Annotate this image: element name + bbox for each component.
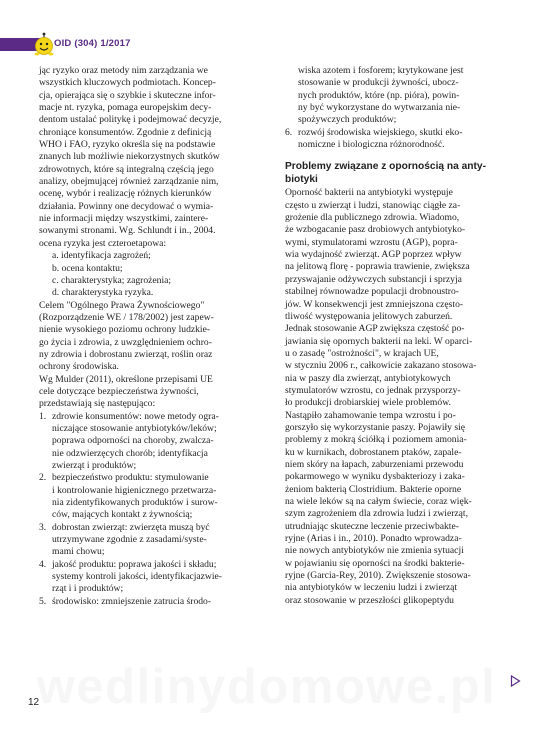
text-line: grożenie dla publicznego zdrowia. Wiadomo, [285, 212, 460, 224]
text-line: spożywczych produktów; [298, 114, 397, 126]
text-line: wia wydajność zwierząt. AGP poprzez wpływ [285, 249, 462, 261]
text-line: analizy, obejmującej również zarządzanie nim, [39, 176, 219, 188]
list-item-continued [285, 65, 507, 127]
list-text [52, 559, 269, 596]
text-line: (Rozporządzenie WE / 178/2002) jest zapew- [39, 311, 214, 323]
text-line: Oporność bakterii na antybiotyki występuje [285, 187, 453, 199]
list-item [39, 472, 269, 521]
list-item: c. charakterystyka; zagrożenia; [52, 274, 172, 286]
text-line: utrzymywane zgodnie z zasadami/syste- [52, 534, 207, 546]
text-line: Nastąpiło zahamowanie tempa wzrostu i po- [285, 409, 456, 421]
list-number: 3. [39, 521, 47, 533]
text-line: nia antybiotyków w leczeniu ludzi i zwierząt [285, 582, 458, 594]
text-line: w pojawianiu się oporności na środki bakterie- [285, 557, 465, 569]
text-line: ocenę, wybór i realizację różnych kierunków [39, 188, 212, 200]
text-line: nomiczne i biologiczna różnorodność. [298, 139, 445, 151]
list-number: 4. [39, 558, 47, 570]
risk-stages-list [39, 250, 269, 299]
text-line: w styczniu 2006 r., całkowicie zakazano stosowa- [285, 360, 477, 372]
text-line: rozwój środowiska wiejskiego, skutki eko- [298, 126, 463, 138]
text-line: ku w kurnikach, dobrostanem ptaków, zapale- [285, 446, 462, 458]
smiley-mascot-icon [32, 32, 56, 58]
text-line: dobrostan zwierząt: zwierzęta muszą być [52, 521, 210, 533]
text-line: ochrony środowiska. [39, 361, 119, 373]
list-item [39, 596, 269, 608]
right-column [285, 65, 507, 607]
text-line: problemy z mokrą ściółką i poziomem amonia- [285, 434, 467, 446]
list-item [39, 411, 269, 473]
text-line: nie nowych antybiotyków nie zmienia sytuacji [285, 545, 464, 557]
text-line: ocena ryzyka jest czteroetapowa: [39, 237, 167, 249]
text-line: pokarmowego w wyniku dysbakteriozy i zaka- [285, 471, 465, 483]
heading-line: biotyki [285, 173, 318, 185]
list-item [39, 522, 269, 559]
page-header [0, 32, 533, 56]
page-number: 12 [28, 697, 40, 708]
section-heading [285, 161, 507, 186]
left-column [39, 65, 269, 608]
journal-issue-label: OID (304) 1/2017 [54, 38, 131, 49]
text-line: tliwość występowania jelitowych zaburzeń. [285, 310, 453, 322]
text-line: często u zwierząt i ludzi, stanowiąc ciągłe za- [285, 199, 461, 211]
food-safety-goals-list [39, 411, 269, 609]
text-line: ło produkcji drobiarskiej wiele problemów. [285, 397, 451, 409]
list-number: 1. [39, 410, 47, 422]
text-line: go życia i zdrowia, z uwzględnieniem ochro- [39, 336, 212, 348]
watermark: wedlinydomowe.pl [36, 660, 497, 714]
text-line: zdrowie konsumentów: nowe metody ogra- [52, 410, 219, 422]
text-line: stymulatorów wzrostu, co jednak przysporzy- [285, 384, 461, 396]
list-item [39, 559, 269, 596]
text-line: na wiele leków są na całym świecie, coraz więk- [285, 496, 472, 507]
text-line: u o zasadę "ostrożności", w krajach UE, [285, 347, 439, 359]
list-text [298, 127, 507, 152]
text-line: przyswajanie odżywczych substancji i sprzyja [285, 273, 462, 285]
text-line: poprawa odporności na choroby, zwalcza- [52, 435, 214, 447]
list-number: 5. [39, 595, 47, 607]
text-line: Celem "Ogólnego Prawa Żywnościowego" [39, 299, 205, 311]
intro-paragraph [39, 65, 269, 250]
regulation-paragraph [39, 300, 269, 411]
list-item: d. charakterystyka ryzyka. [52, 287, 154, 299]
text-line: przedstawiają się następująco: [39, 398, 156, 410]
text-line: niczające stosowanie antybiotyków/leków; [52, 422, 217, 434]
list-text [52, 522, 269, 559]
list-text [298, 65, 507, 127]
text-line: nia zidentyfikowanych produktów i surow- [52, 497, 218, 509]
text-line: systemy kontroli jakości, identyfikacjazwie- [52, 571, 222, 583]
text-line: wiska azotem i fosforem; krytykowane jest [298, 65, 464, 76]
text-line: cja, opierająca się o szybkie i skuteczne infor- [39, 89, 216, 101]
text-line: nych produktów, które (np. pióra), powin- [298, 89, 460, 101]
list-text [52, 411, 269, 473]
list-number: 6. [285, 126, 293, 138]
text-line: stosowanie w produkcji żywności, ubocz- [298, 77, 459, 89]
list-item [285, 127, 507, 152]
text-line: szym zagrożeniem dla zdrowia ludzi i zwierząt, [285, 508, 468, 520]
text-line: oraz stosowanie w przeszłości glikopeptydu [285, 594, 454, 606]
text-line: środowisko: zmniejszenie zatrucia środo- [52, 595, 212, 607]
list-number: 2. [39, 472, 47, 484]
text-line: ców, mających kontakt z żywnością; [52, 509, 193, 521]
text-line: jąc ryzyko oraz metody nim zarządzania we [39, 65, 208, 76]
text-line: cele dotyczące bezpieczeństwa żywności, [39, 385, 199, 397]
text-line: zdrowotnych, które są integralną częścią jego [39, 163, 214, 175]
text-line: Jednak stosowanie AGP zwiększa częstość po- [285, 323, 465, 335]
text-line: i kontrolowanie higienicznego przetwarza- [52, 484, 217, 496]
text-line: bezpieczeństwo produktu: stymulowanie [52, 472, 209, 484]
text-line: sowanymi stronami. Wg. Schlundt i in., 2004. [39, 225, 216, 237]
text-line: jawiania się opornych bakterii na leki. W oparci- [285, 335, 473, 347]
heading-line: Problemy związane z opornością na anty- [285, 161, 486, 173]
text-line: ryjne (Garcia-Rey, 2010). Zwiększenie stosowa- [285, 570, 471, 582]
text-line: ny zdrowia i dobrostanu zwierząt, roślin oraz [39, 348, 213, 360]
text-line: mami chowu; [52, 546, 105, 558]
text-line: wymi, stymulatorami wzrostu (AGP), popra- [285, 236, 458, 248]
text-line: WHO i FAO, ryzyko określa się na podstawie [39, 139, 216, 151]
text-line: Wg Mulder (2011), określone przepisami UE [39, 373, 213, 385]
list-text [52, 472, 269, 521]
antibiotic-resistance-paragraph [285, 187, 507, 607]
text-line: na jelitową florę - poprawia trawienie, zwiększa [285, 261, 470, 273]
text-line: nie informacji między wszystkimi, zaintere- [39, 213, 209, 225]
text-line: że wzbogacanie pasz drobiowych antybiotyko- [285, 224, 466, 236]
text-line: niem skóry na łapach, zaburzeniami przewodu [285, 458, 464, 470]
text-line: utrudniając skuteczne leczenie przeciwbakte- [285, 520, 459, 532]
list-item: b. ocena kontaktu; [52, 262, 123, 274]
text-line: nienie wysokiego poziomu ochrony ludzkie- [39, 324, 211, 336]
text-line: działania. Powinny one decydować o wymia- [39, 200, 214, 212]
text-line: jów. W konsekwencji jest zmniejszona często- [285, 298, 464, 310]
list-text [52, 596, 269, 608]
text-line: chroniące konsumentów. Zgodnie z definicją [39, 126, 212, 138]
text-line: ny być wykorzystane do wytwarzania nie- [298, 102, 461, 114]
text-line: jakość produktu: poprawa jakości i składu; [52, 558, 217, 570]
text-line: stabilnej równowadze populacji drobnoustro- [285, 286, 459, 298]
text-line: dentom ustalać politykę i podejmować decyzje, [39, 114, 222, 126]
text-line: macje nt. ryzyka, pomaga europejskim decy- [39, 102, 212, 114]
text-line: nie odzwierzęcych chorób; identyfikacja [52, 447, 208, 459]
list-item: a. identyfikacja zagrożeń; [52, 250, 151, 262]
text-line: rząt i i produktów; [52, 583, 124, 595]
text-line: gorszyło się wykorzystanie paszy. Pojawiły się [285, 421, 466, 433]
text-line: znanych lub możliwie niekorzystnych skutków [39, 151, 220, 163]
text-line: żeniom bakterią Clostridium. Bakterie oporne [285, 483, 462, 495]
text-line: ryjne (Arias i in., 2010). Ponadto wprowadza- [285, 533, 462, 545]
text-line: nia w paszy dla zwierząt, antybiotykowych [285, 372, 451, 384]
text-line: wszystkich kluczowych podmiotach. Koncep- [39, 77, 216, 89]
text-line: zwierząt i produktów; [52, 460, 137, 471]
